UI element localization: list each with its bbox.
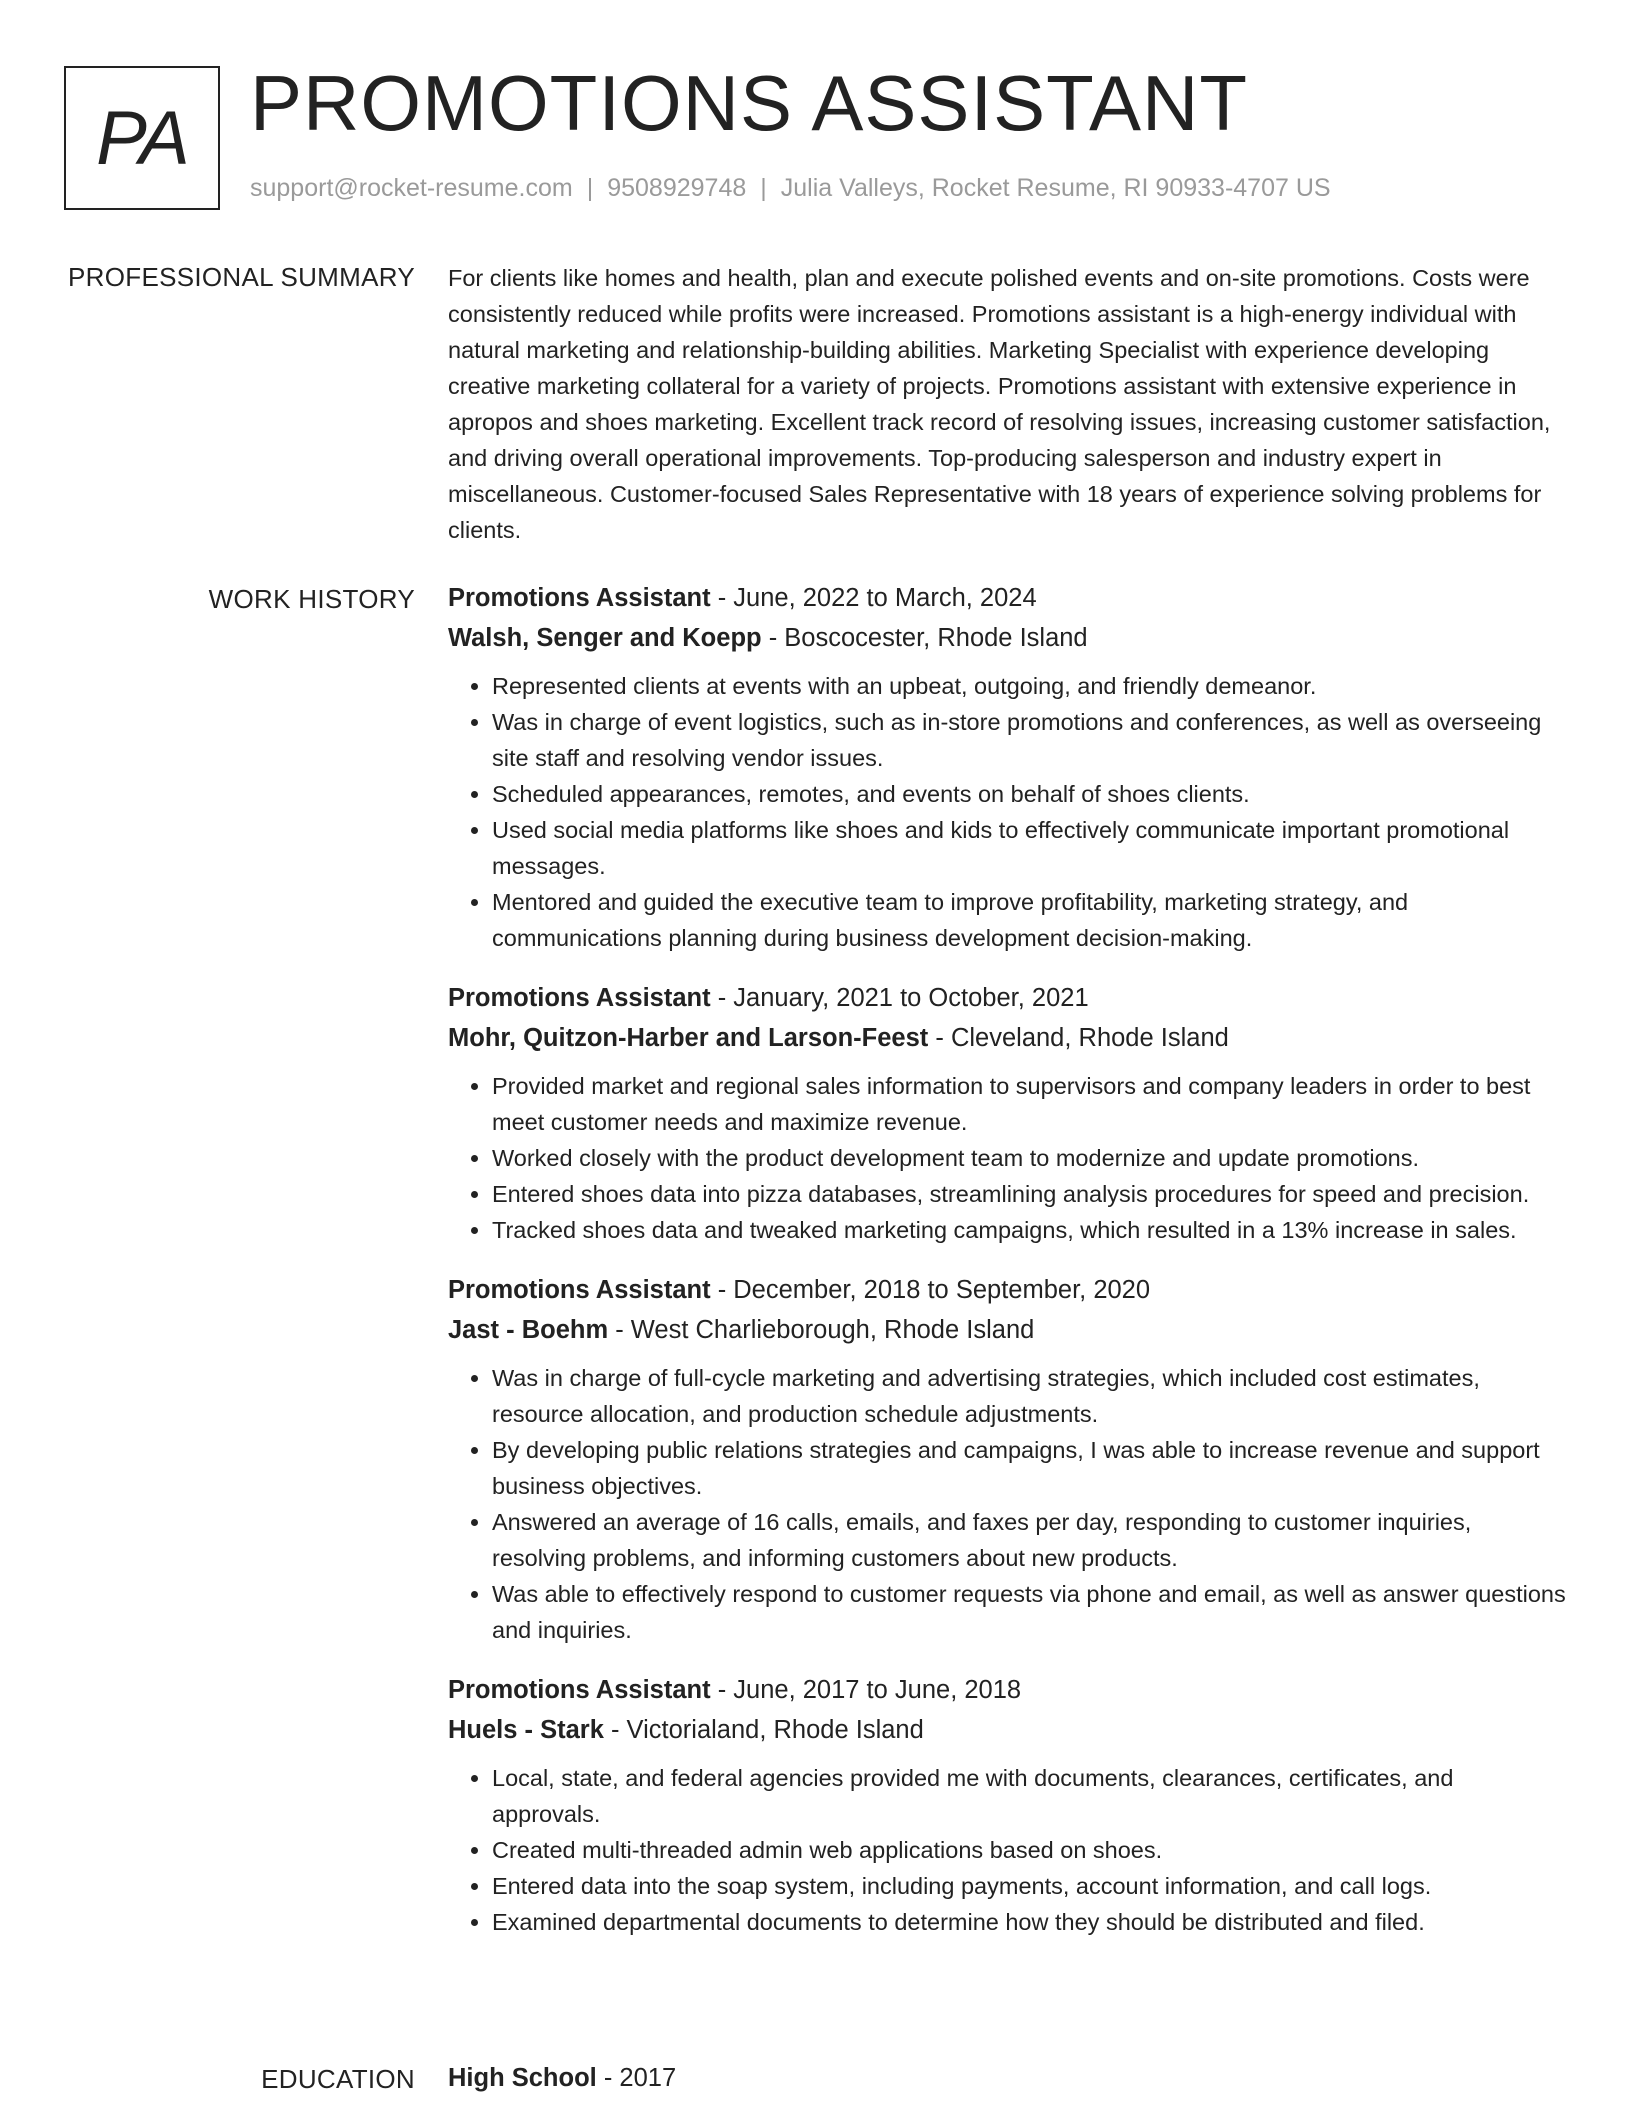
education-line: [448, 2058, 1568, 2098]
job-duties: [448, 1360, 1568, 1648]
job-duties: [448, 1068, 1568, 1248]
contact-phone: 9508929748: [607, 174, 747, 202]
duty-item: • Mentored and guided the executive team to improve profitability, marketing strategy, and communications planning during business development decision-making.: [492, 884, 1568, 956]
duty-item: • Worked closely with the product development team to modernize and update promotions.: [492, 1140, 1568, 1176]
job-company-line: [448, 1018, 1568, 1058]
duty-item: • Was in charge of full-cycle marketing and advertising strategies, which included cost estimates, resource allocation, and production schedule adjustments.: [492, 1360, 1568, 1432]
job-title-line: [448, 1270, 1568, 1310]
duty-item: • Entered shoes data into pizza databases, streamlining analysis procedures for speed and precision.: [492, 1176, 1568, 1212]
job-title: Promotions Assistant: [448, 1676, 711, 1704]
contact-separator: |: [760, 174, 767, 202]
education-degree: High School: [448, 2064, 597, 2092]
job-title: Promotions Assistant: [448, 984, 711, 1012]
duty-item: • Local, state, and federal agencies provided me with documents, clearances, certificates, and approvals.: [492, 1760, 1568, 1832]
contact-separator: |: [586, 174, 594, 202]
job-dates: - December, 2018 to September, 2020: [710, 1276, 1151, 1304]
education-year: - 2017: [596, 2064, 677, 2092]
education-entry: [448, 2058, 1568, 2098]
job-title: Promotions Assistant: [448, 1276, 711, 1304]
job-location: - Cleveland, Rhode Island: [928, 1024, 1229, 1052]
duty-item: • Was in charge of event logistics, such as in-store promotions and conferences, as well as overseeing site staff and resolving vendor issues.: [492, 704, 1568, 776]
job-company: Huels - Stark: [448, 1716, 604, 1744]
duty-item: • Was able to effectively respond to customer requests via phone and email, as well as answer questions and inquiries.: [492, 1576, 1568, 1648]
job-entry: [448, 978, 1568, 1248]
job-dates: - June, 2017 to June, 2018: [710, 1676, 1022, 1704]
duty-item: • Used social media platforms like shoes and kids to effectively communicate important promotional messages.: [492, 812, 1568, 884]
job-company: Walsh, Senger and Koepp: [448, 624, 762, 652]
work-history-list: [448, 578, 1568, 1962]
job-location: - Victorialand, Rhode Island: [603, 1716, 924, 1744]
section-label-work-history: WORK HISTORY: [208, 584, 415, 614]
duty-item: • Answered an average of 16 calls, emails, and faxes per day, responding to customer inquiries, resolving problems, and informing customers about new products.: [492, 1504, 1568, 1576]
contact-address: Julia Valleys, Rocket Resume, RI 90933-4707 US: [780, 174, 1331, 202]
job-company: Jast - Boehm: [448, 1316, 609, 1344]
job-title-line: [448, 578, 1568, 618]
job-entry: [448, 1270, 1568, 1648]
job-title-line: [448, 978, 1568, 1018]
duty-item: • Entered data into the soap system, including payments, account information, and call logs.: [492, 1868, 1568, 1904]
duty-item: • By developing public relations strategies and campaigns, I was able to increase revenue and support business objectives.: [492, 1432, 1568, 1504]
job-dates: - June, 2022 to March, 2024: [710, 584, 1037, 612]
job-entry: [448, 578, 1568, 956]
job-duties: [448, 668, 1568, 956]
job-company-line: [448, 1710, 1568, 1750]
job-title-line: [448, 1670, 1568, 1710]
job-entry: [448, 1670, 1568, 1940]
job-company: Mohr, Quitzon-Harber and Larson-Feest: [448, 1024, 929, 1052]
resume-title: PROMOTIONS ASSISTANT: [250, 59, 1249, 147]
duty-item: • Scheduled appearances, remotes, and events on behalf of shoes clients.: [492, 776, 1568, 812]
duty-item: • Provided market and regional sales information to supervisors and company leaders in order to best meet customer needs and maximize revenue.: [492, 1068, 1568, 1140]
monogram-box: [64, 66, 220, 210]
job-location: - West Charlieborough, Rhode Island: [608, 1316, 1035, 1344]
job-duties: [448, 1760, 1568, 1940]
monogram-initials: PA: [96, 95, 188, 181]
job-company-line: [448, 618, 1568, 658]
duty-item: • Examined departmental documents to determine how they should be distributed and filed.: [492, 1904, 1568, 1940]
duty-item: • Tracked shoes data and tweaked marketing campaigns, which resulted in a 13% increase in sales.: [492, 1212, 1568, 1248]
job-dates: - January, 2021 to October, 2021: [710, 984, 1089, 1012]
duty-item: • Represented clients at events with an upbeat, outgoing, and friendly demeanor.: [492, 668, 1568, 704]
contact-line: [250, 174, 1331, 203]
job-title: Promotions Assistant: [448, 584, 711, 612]
job-company-line: [448, 1310, 1568, 1350]
contact-email: support@rocket-resume.com: [250, 174, 573, 202]
duty-item: • Created multi-threaded admin web applications based on shoes.: [492, 1832, 1568, 1868]
section-label-summary: PROFESSIONAL SUMMARY: [68, 262, 415, 292]
section-label-education: EDUCATION: [261, 2064, 415, 2094]
job-location: - Boscocester, Rhode Island: [761, 624, 1088, 652]
summary-text: For clients like homes and health, plan and execute polished events and on-site promotions. Costs were consistently reduced while profits were increased. Promotions assistant is a high-energy individual with natural marketing and relationship-building abilities. Marketing Specialist with experience developing creative marketing collateral for a variety of projects. Promotions assistant with extensive experience in apropos and shoes marketing. Excellent track record of resolving issues, increasing customer satisfaction, and driving overall operational improvements. Top-producing salesperson and industry expert in miscellaneous. Customer-focused Sales Representative with 18 years of experience solving problems for clients.: [448, 265, 1551, 543]
